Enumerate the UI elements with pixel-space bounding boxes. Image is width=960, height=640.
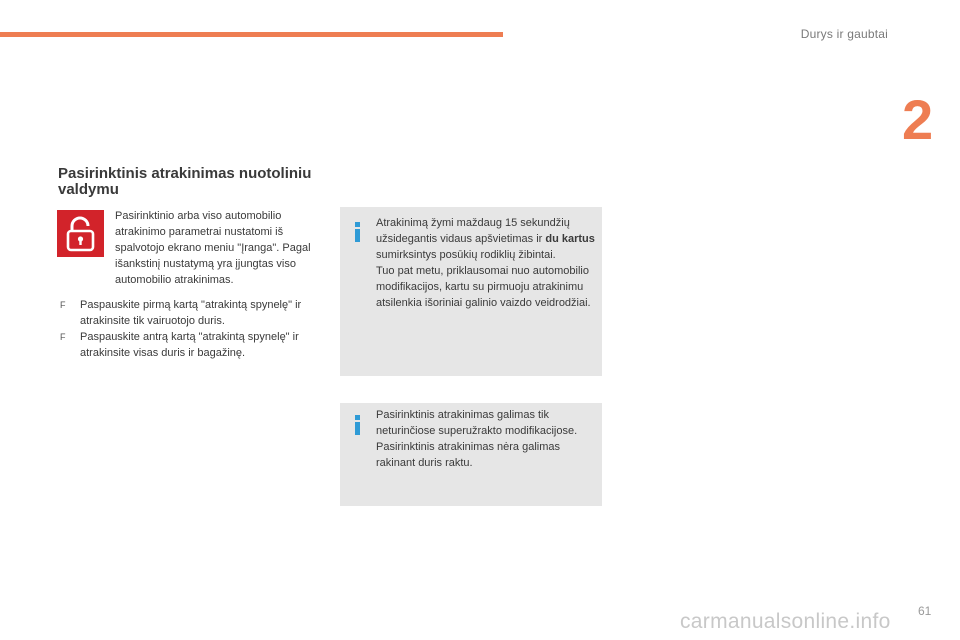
info-box-text	[376, 407, 596, 471]
lock-open-icon	[57, 210, 104, 257]
bullet-list	[60, 297, 330, 361]
info-box-text	[376, 215, 596, 311]
page-heading: Pasirinktinis atrakinimas nuotoliniu valdymu	[58, 165, 312, 198]
chapter-number: 2	[902, 88, 934, 151]
bullet-mark: F	[60, 332, 66, 342]
list-item	[60, 297, 330, 329]
info-box-availability	[340, 403, 602, 506]
info-text-part: Pasirinktinis atrakinimas galimas tik neturinčiose superužrakto modifikacijose.	[376, 409, 578, 437]
list-item	[60, 329, 330, 361]
watermark: carmanualsonline.info	[680, 610, 891, 633]
page-number: 61	[918, 604, 932, 618]
bullet-text: Paspauskite antrą kartą "atrakintą spynelę" ir atrakinsite visas duris ir bagažinę.	[80, 331, 299, 359]
info-text-bold: du kartus	[545, 233, 595, 245]
intro-text: Pasirinktinio arba viso automobilio atrakinimo parametrai nustatomi iš spalvotojo ekrano meniu "Įranga". Pagal išankstinį nustatymą yra įjungtas viso automobilio atrakinimas.	[115, 210, 311, 286]
bullet-text: Paspauskite pirmą kartą "atrakintą spynelę" ir atrakinsite tik vairuotojo duris.	[80, 299, 302, 327]
header-accent-bar	[0, 32, 503, 37]
info-text-part: sumirksintys posūkių rodiklių žibintai.	[376, 249, 556, 261]
section-title: Durys ir gaubtai	[800, 27, 888, 41]
info-text-part: Atrakinimą žymi maždaug 15 sekundžių užsidegantis vidaus apšvietimas ir	[376, 217, 570, 245]
bullet-mark: F	[60, 300, 66, 310]
info-icon	[353, 415, 363, 435]
info-icon	[353, 222, 363, 242]
info-text-part: Pasirinktinis atrakinimas nėra galimas rakinant duris raktu.	[376, 441, 561, 469]
info-box-unlock-signal	[340, 207, 602, 376]
info-text-part: Tuo pat metu, priklausomai nuo automobilio modifikacijos, kartu su pirmuoju atrakinimu atsilenkia išoriniai galinio vaizdo veidrodžiai.	[376, 265, 591, 309]
